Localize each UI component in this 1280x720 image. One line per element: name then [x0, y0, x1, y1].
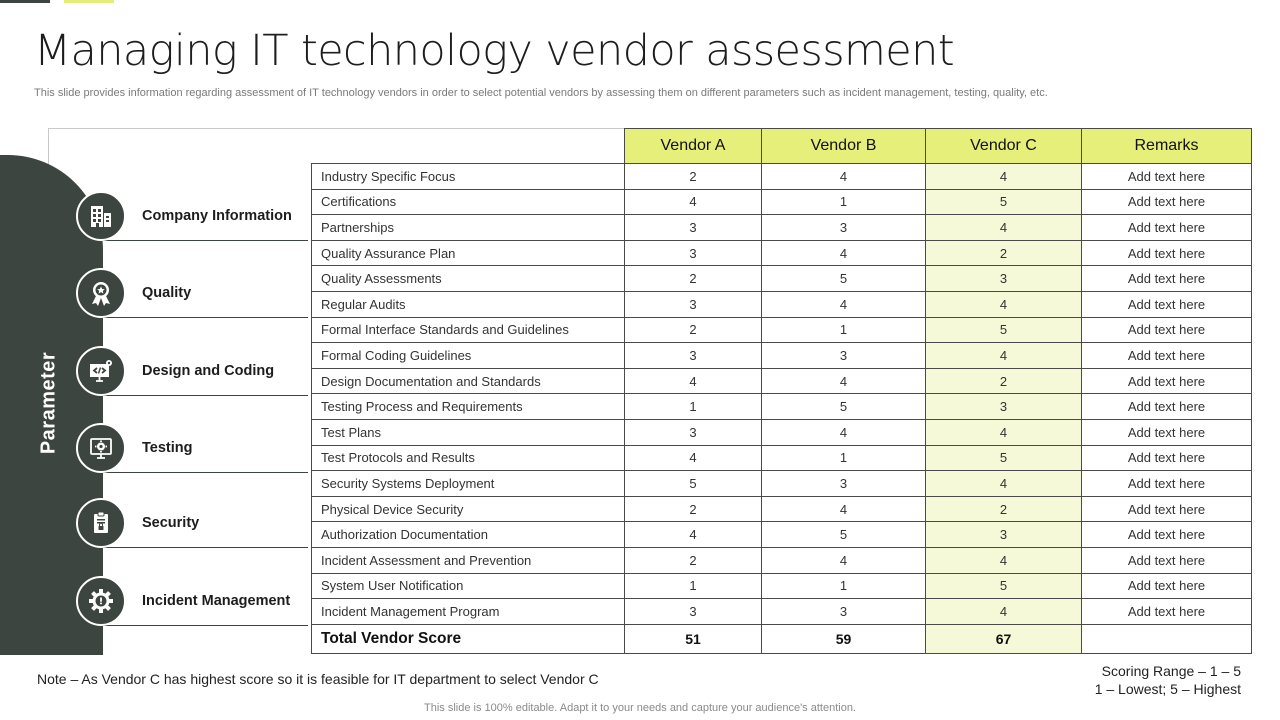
vendor-c-score: 2: [926, 240, 1082, 266]
table-row: [312, 573, 1252, 599]
vendor-b-score: 5: [762, 522, 926, 548]
remarks-cell: Add text here: [1082, 266, 1252, 292]
table-row: [312, 445, 1252, 471]
parameter-cell: Formal Coding Guidelines: [312, 343, 625, 369]
remarks-cell: Add text here: [1082, 343, 1252, 369]
total-label: Total Vendor Score: [312, 624, 625, 653]
parameter-cell: Incident Management Program: [312, 599, 625, 625]
remarks-cell: Add text here: [1082, 599, 1252, 625]
vendor-c-score: 4: [926, 599, 1082, 625]
header-vendor-c: Vendor C: [926, 129, 1082, 164]
table-row: [312, 215, 1252, 241]
category-design-and-coding: [76, 346, 308, 396]
category-security: [76, 498, 308, 548]
vendor-a-score: 1: [625, 573, 762, 599]
vendor-b-score: 1: [762, 445, 926, 471]
vendor-c-score: 2: [926, 368, 1082, 394]
table-row: [312, 266, 1252, 292]
vendor-c-score: 3: [926, 394, 1082, 420]
building-icon: [76, 191, 126, 241]
category-label: Testing: [142, 439, 193, 456]
remarks-cell: Add text here: [1082, 291, 1252, 317]
footer-disclaimer: This slide is 100% editable. Adapt it to your needs and capture your audience's attention.: [424, 702, 856, 714]
table-header-row: [312, 129, 1252, 164]
vendor-b-score: 4: [762, 547, 926, 573]
vendor-a-score: 4: [625, 522, 762, 548]
parameter-cell: System User Notification: [312, 573, 625, 599]
vendor-b-score: 3: [762, 215, 926, 241]
remarks-cell: Add text here: [1082, 189, 1252, 215]
vendor-b-score: 1: [762, 573, 926, 599]
remarks-cell: Add text here: [1082, 496, 1252, 522]
vendor-b-total: 59: [762, 624, 926, 653]
vendor-a-score: 2: [625, 164, 762, 190]
parameter-cell: Incident Assessment and Prevention: [312, 547, 625, 573]
vendor-b-score: 4: [762, 240, 926, 266]
vendor-c-score: 5: [926, 445, 1082, 471]
category-testing: [76, 423, 308, 473]
table-row: [312, 368, 1252, 394]
table-row: [312, 471, 1252, 497]
vendor-b-score: 4: [762, 291, 926, 317]
vendor-c-score: 4: [926, 291, 1082, 317]
category-label: Quality: [142, 284, 192, 301]
remarks-cell: Add text here: [1082, 471, 1252, 497]
parameter-cell: Testing Process and Requirements: [312, 394, 625, 420]
scoring-range-legend: [1095, 662, 1241, 698]
remarks-cell: Add text here: [1082, 445, 1252, 471]
vendor-b-score: 4: [762, 368, 926, 394]
page-subtitle: This slide provides information regarding assessment of IT technology vendors in order to select potential vendors by assessing them on different parameters such as incident management, testing, quality, etc.: [34, 87, 1048, 99]
table-row: [312, 522, 1252, 548]
table-row: [312, 291, 1252, 317]
category-company-information: [76, 191, 308, 241]
parameter-cell: Test Protocols and Results: [312, 445, 625, 471]
gear-alert-icon: [76, 576, 126, 626]
category-incident-management: [76, 576, 308, 626]
selection-note: Note – As Vendor C has highest score so it is feasible for IT department to select Vendor C: [37, 671, 599, 687]
parameter-cell: Partnerships: [312, 215, 625, 241]
remarks-cell: Add text here: [1082, 547, 1252, 573]
clipboard-lock-icon: [76, 498, 126, 548]
vendor-b-score: 4: [762, 419, 926, 445]
scoring-range: Scoring Range – 1 – 5: [1101, 663, 1241, 679]
vendor-b-score: 3: [762, 343, 926, 369]
parameter-cell: Authorization Documentation: [312, 522, 625, 548]
parameter-label: Parameter: [37, 351, 60, 455]
parameter-cell: Certifications: [312, 189, 625, 215]
vendor-c-score: 2: [926, 496, 1082, 522]
remarks-cell: Add text here: [1082, 240, 1252, 266]
code-monitor-icon: [76, 346, 126, 396]
vendor-c-score: 5: [926, 189, 1082, 215]
parameter-cell: Design Documentation and Standards: [312, 368, 625, 394]
vendor-a-score: 2: [625, 317, 762, 343]
table-row: [312, 496, 1252, 522]
top-accent-dark: [0, 0, 50, 3]
vendor-b-score: 3: [762, 471, 926, 497]
parameter-cell: Quality Assurance Plan: [312, 240, 625, 266]
page-title: Managing IT technology vendor assessment: [34, 26, 955, 76]
vendor-a-score: 5: [625, 471, 762, 497]
header-remarks: Remarks: [1082, 129, 1252, 164]
table-body: [312, 164, 1252, 654]
remarks-cell: Add text here: [1082, 419, 1252, 445]
table-row: [312, 547, 1252, 573]
vendor-a-score: 3: [625, 240, 762, 266]
vendor-a-total: 51: [625, 624, 762, 653]
remarks-cell: Add text here: [1082, 368, 1252, 394]
remarks-cell: Add text here: [1082, 215, 1252, 241]
category-label: Security: [142, 514, 200, 531]
parameter-cell: Security Systems Deployment: [312, 471, 625, 497]
remarks-cell: Add text here: [1082, 573, 1252, 599]
vendor-a-score: 2: [625, 547, 762, 573]
vendor-b-score: 4: [762, 496, 926, 522]
top-accent-lime: [64, 0, 114, 3]
vendor-c-score: 4: [926, 547, 1082, 573]
vendor-c-score: 4: [926, 343, 1082, 369]
header-blank-cell: [312, 129, 625, 164]
table-row: [312, 419, 1252, 445]
table-row: [312, 599, 1252, 625]
vendor-b-score: 1: [762, 189, 926, 215]
vendor-c-score: 3: [926, 266, 1082, 292]
table-row: [312, 343, 1252, 369]
vendor-c-score: 5: [926, 573, 1082, 599]
vendor-c-score: 5: [926, 317, 1082, 343]
award-badge-icon: [76, 268, 126, 318]
vendor-a-score: 4: [625, 189, 762, 215]
vendor-a-score: 4: [625, 368, 762, 394]
vendor-c-score: 4: [926, 164, 1082, 190]
vendor-c-score: 4: [926, 419, 1082, 445]
vendor-a-score: 4: [625, 445, 762, 471]
category-label: Design and Coding: [142, 362, 275, 379]
parameter-cell: Regular Audits: [312, 291, 625, 317]
vendor-a-score: 3: [625, 419, 762, 445]
vendor-a-score: 3: [625, 599, 762, 625]
test-gear-icon: [76, 423, 126, 473]
remarks-cell: Add text here: [1082, 394, 1252, 420]
remarks-total: [1082, 624, 1252, 653]
category-label: Incident Management: [142, 592, 291, 609]
parameter-cell: Physical Device Security: [312, 496, 625, 522]
parameter-cell: Test Plans: [312, 419, 625, 445]
header-vendor-b: Vendor B: [762, 129, 926, 164]
remarks-cell: Add text here: [1082, 317, 1252, 343]
table-row: [312, 164, 1252, 190]
vendor-b-score: 4: [762, 164, 926, 190]
vendor-a-score: 2: [625, 266, 762, 292]
vendor-a-score: 1: [625, 394, 762, 420]
category-label: Company Information: [142, 207, 292, 224]
parameter-cell: Industry Specific Focus: [312, 164, 625, 190]
vendor-c-score: 4: [926, 215, 1082, 241]
vendor-b-score: 3: [762, 599, 926, 625]
category-quality: [76, 268, 308, 318]
vendor-b-score: 1: [762, 317, 926, 343]
vendor-c-total: 67: [926, 624, 1082, 653]
table-row: [312, 317, 1252, 343]
vendor-a-score: 3: [625, 215, 762, 241]
vendor-c-score: 4: [926, 471, 1082, 497]
remarks-cell: Add text here: [1082, 522, 1252, 548]
vendor-b-score: 5: [762, 394, 926, 420]
vendor-a-score: 3: [625, 291, 762, 317]
vendor-a-score: 3: [625, 343, 762, 369]
table-row: [312, 240, 1252, 266]
vendor-a-score: 2: [625, 496, 762, 522]
header-vendor-a: Vendor A: [625, 129, 762, 164]
scoring-scale: 1 – Lowest; 5 – Highest: [1094, 681, 1241, 697]
parameter-cell: Quality Assessments: [312, 266, 625, 292]
vendor-b-score: 5: [762, 266, 926, 292]
table-row: [312, 189, 1252, 215]
total-score-row: [312, 624, 1252, 653]
table-row: [312, 394, 1252, 420]
vendor-c-score: 3: [926, 522, 1082, 548]
vendor-assessment-table: [311, 128, 1252, 654]
parameter-cell: Formal Interface Standards and Guidelines: [312, 317, 625, 343]
remarks-cell: Add text here: [1082, 164, 1252, 190]
